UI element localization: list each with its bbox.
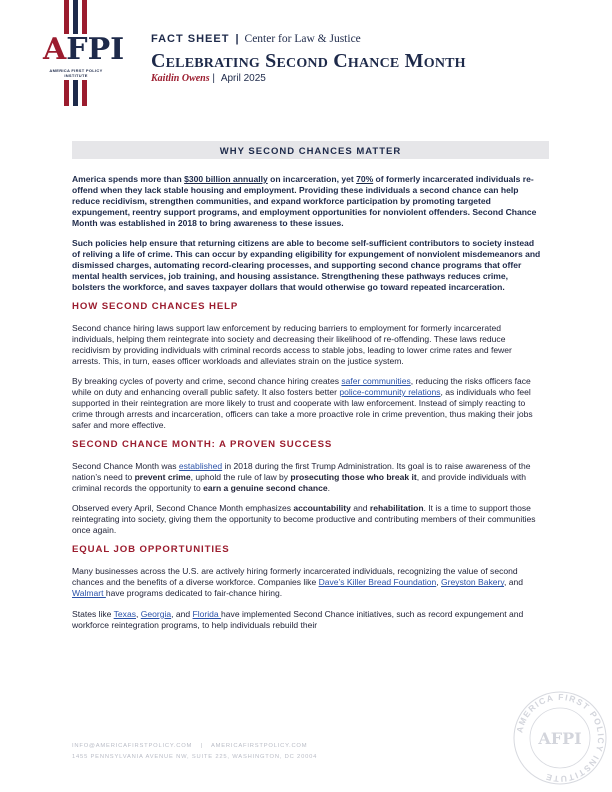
text-run: Second Chance Month was (72, 461, 179, 472)
logo-stripe (64, 80, 69, 106)
text-run: have programs dedicated to fair-chance hiring. (105, 588, 283, 599)
text-run: , reducing the risks officers face while on duty and enhancing overall public safety. It also fosters better (72, 376, 531, 397)
logo-stripe (82, 80, 87, 106)
logo-subtitle: AMERICA FIRST POLICY INSTITUTE (49, 68, 103, 78)
link-georgia[interactable]: Georgia (140, 608, 172, 619)
stat-reoffend: 70% (356, 174, 374, 184)
text-run: . (327, 482, 330, 493)
text-run: , (135, 608, 141, 619)
logo-stripe (64, 0, 69, 34)
logo-stripe (73, 80, 78, 106)
intro-paragraph-1 (72, 174, 542, 229)
help-paragraph-1: Second chance hiring laws support law enforcement by reducing barriers to employment for formerly incarcerated individuals, helping them reintegrate into society and decreasing their likelihood of re-offending. These laws reduce recidivism by providing individuals with criminal records access to stable jobs, leading to lower crime rates and fewer arrests. This, in turn, eases officer workloads and alleviates strain on the justice system. (72, 322, 512, 366)
section-heading-help: HOW SECOND CHANCES HELP (72, 301, 239, 313)
emphasis: prevent crime (134, 471, 191, 482)
afpi-seal-watermark (510, 688, 610, 788)
text-run: . It is a time to support those reintegrating into society, giving them the opportunity to become productive and contributing members of their communities once again. (72, 503, 536, 536)
header-line (151, 33, 361, 45)
footer-website[interactable]: AMERICAFIRSTPOLICY.COM (210, 743, 308, 749)
footer-email[interactable]: INFO@AMERICAFIRSTPOLICY.COM (72, 743, 193, 749)
month-paragraph-2 (72, 503, 542, 536)
author-name: Kaitlin Owens (151, 73, 210, 84)
byline-separator: | (212, 73, 216, 84)
section-heading-jobs: EQUAL JOB OPPORTUNITIES (72, 544, 230, 556)
emphasis: earn a genuine second chance (203, 482, 328, 493)
logo-stripe (82, 0, 87, 34)
link-safer-communities[interactable]: safer communities (341, 376, 411, 387)
emphasis: rehabilitation (369, 503, 424, 514)
text-run: , and provide individuals with criminal records the opportunity to (72, 471, 527, 493)
text-run: Observed every April, Second Chance Month emphasizes (72, 503, 294, 514)
seal-center-text: AFPI (538, 729, 582, 748)
link-established[interactable]: established (178, 461, 223, 472)
link-police-community-relations[interactable]: police-community relations (339, 387, 441, 397)
section-banner (72, 141, 549, 159)
emphasis: prosecuting those who break it (290, 471, 417, 482)
banner-title: WHY SECOND CHANCES MATTER (219, 146, 402, 157)
link-texas[interactable]: Texas (113, 608, 136, 619)
link-daves-killer-bread[interactable]: Dave’s Killer Bread Foundation (318, 577, 437, 588)
section-heading-month: SECOND CHANCE MONTH: A PROVEN SUCCESS (72, 439, 333, 451)
text-run: By breaking cycles of poverty and crime, second chance hiring creates (72, 376, 342, 387)
header-separator: | (235, 33, 239, 45)
link-walmart[interactable]: Walmart (72, 588, 106, 599)
footer-separator: | (200, 743, 203, 749)
logo-wordmark: AFPI (43, 32, 125, 67)
link-florida[interactable]: Florida (192, 608, 222, 619)
document-body (72, 174, 542, 640)
text-run: have implemented Second Chance initiatives, such as record expungement and workforce reintegration programs, to help individuals rebuild their (72, 608, 524, 630)
link-greyston-bakery[interactable]: Greyston Bakery (441, 577, 505, 588)
fact-sheet-label: FACT SHEET (151, 33, 230, 45)
seal-ring-text: AMERICA FIRST POLICY INSTITUTE (514, 691, 607, 785)
help-paragraph-2 (72, 376, 542, 431)
text-run: America spends more than (72, 174, 185, 184)
footer-contact-line (72, 741, 317, 752)
footer-address: 1455 PENNSYLVANIA AVENUE NW, SUITE 225, WASHINGTON, DC 20004 (72, 754, 318, 760)
text-run: , uphold the rule of law by (190, 471, 291, 482)
afpi-logo (40, 0, 125, 108)
text-run: Many businesses across the U.S. are actively hiring formerly incarcerated individuals, recognizing the value of second chances and the benefits of a diverse workforce. Companies like (72, 566, 518, 588)
text-run: on incarceration, yet (267, 174, 357, 184)
month-paragraph-1 (72, 461, 542, 494)
text-run: of formerly incarcerated individuals re-offend when they lack stable housing and employment. Providing these individuals a second chance can help reduce recidivism, strengthen communities, and expand workforce participation by promoting targeted expungement, reentry support programs, and employment opportunities for nonviolent offenders. Second Chance Month was established in 2018 to bring awareness to these issues. (72, 174, 537, 228)
logo-stripe (73, 0, 78, 34)
page-title: Celebrating Second Chance Month (151, 50, 466, 72)
stat-spending: $300 billion annually (184, 174, 268, 184)
department-name: Center for Law & Justice (244, 33, 361, 45)
text-run: States like (72, 608, 114, 619)
text-run: in 2018 during the first Trump Administration. Its goal is to raise awareness of the nation’s need to (72, 461, 531, 482)
jobs-paragraph-2 (72, 609, 542, 631)
intro-paragraph-2: Such policies help ensure that returning citizens are able to become self-sufficient contributors to society instead of reliving a life of crime. This can occur by expanding eligibility for expungement of nonviolent misdemeanors and dismissed charges, automating record-clearing processes, and supporting second chance programs that offer mental health services, job training, and housing assistance. Strengthening these pathways reduces crime, bolsters the workforce, and saves taxpayer dollars that would otherwise go toward repeated incarceration. (72, 238, 541, 292)
jobs-paragraph-1 (72, 566, 542, 599)
byline (151, 73, 266, 84)
text-run: and (350, 503, 370, 514)
emphasis: accountability (293, 503, 351, 514)
text-run: , and (504, 577, 524, 588)
page-footer (72, 741, 317, 763)
publish-date: April 2025 (220, 73, 266, 84)
text-run: , (436, 577, 441, 588)
text-run: , and (171, 608, 193, 619)
text-run: , as individuals who feel supported in their reintegration are more likely to trust and cooperate with law enforcement. Instead of simply reacting to crime through arrests and incarceration, officers can take a more proactive role in crime prevention, thus making their jobs safer and more effective. (72, 387, 533, 430)
